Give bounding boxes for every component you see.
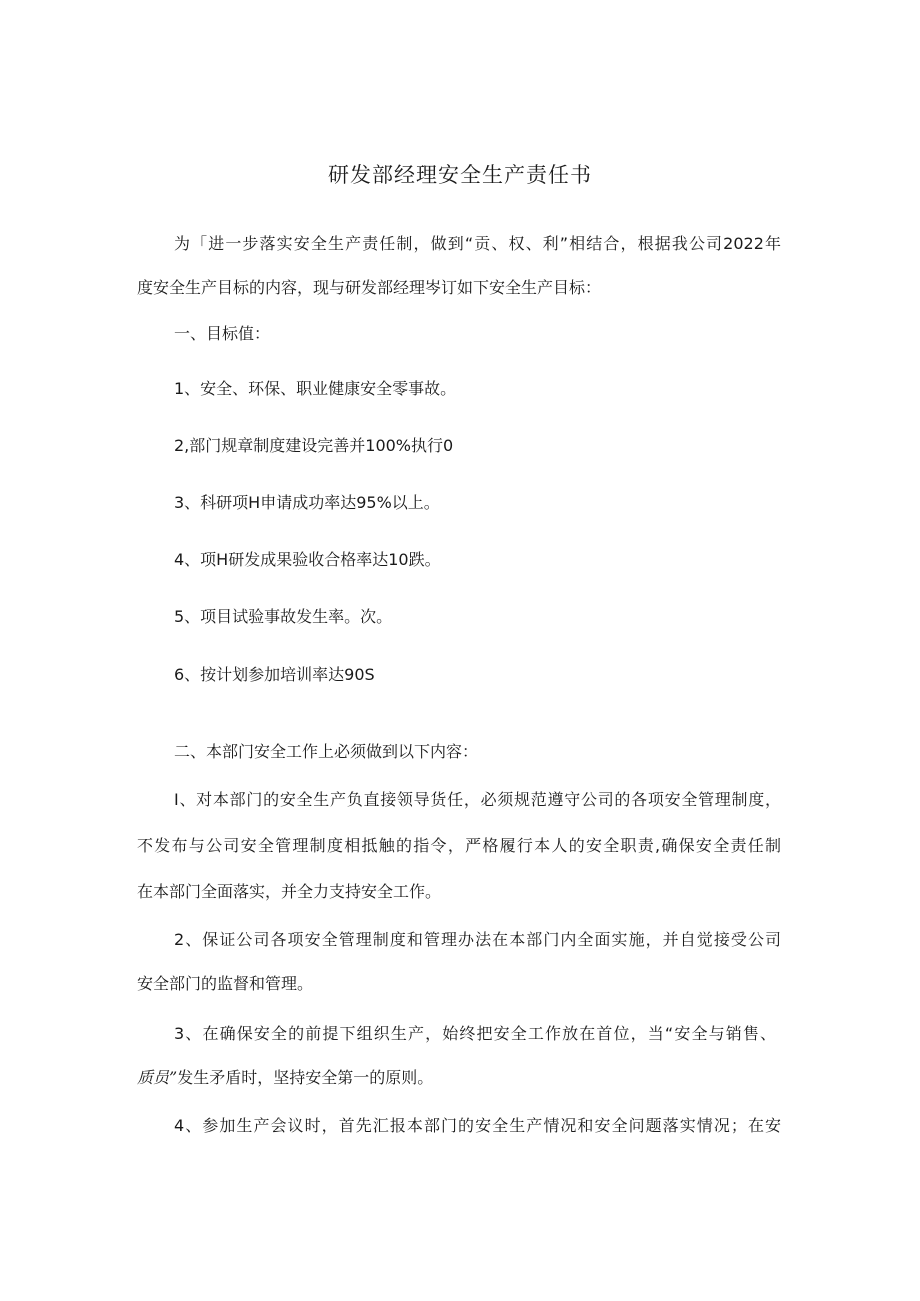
intro-line-1: 为「进一步落实安全生产责任制，做到“贡、权、利”相结合，根据我公司2022年 [174, 234, 781, 253]
duty-3-italic-quote: 质员” [137, 1068, 178, 1087]
duty-3-line-1: 3、在确保安全的前提下组织生产，始终把安全工作放在首位，当“安全与销售、 [174, 1024, 776, 1043]
target-item-3: 3、科研项H申请成功率达95%以上。 [174, 493, 440, 512]
target-item-4: 4、项H研发成果验收合格率达10跌。 [174, 550, 441, 569]
document-title: 研发部经理安全生产责任书 [328, 163, 592, 187]
duty-4-line-1: 4、参加生产会议时，首先汇报本部门的安全生产情况和安全问题落实情况；在安 [174, 1116, 781, 1135]
intro-line-2: 度安全生产目标的内容，现与研发部经理岑订如下安全生产目标： [137, 278, 602, 297]
duty-2-line-1: 2、保证公司各项安全管理制度和管理办法在本部门内全面实施，并自觉接受公司 [174, 930, 781, 949]
target-item-6: 6、按计划参加培训率达90S [174, 665, 375, 684]
target-item-1: 1、安全、环保、职业健康安全零事故。 [174, 379, 457, 398]
duty-1-line-1: I、对本部门的安全生产负直接领导货任，必须规范遵守公司的各项安全管理制度， [174, 790, 781, 809]
section1-heading: 一、目标值： [174, 324, 271, 343]
target-item-5: 5、项目试验事故发生率。次。 [174, 607, 393, 626]
duty-1-line-3: 在本部门全面落实，并全力支持安全工作。 [137, 882, 442, 901]
section2-heading: 二、本部门安全工作上必须做到以下内容： [174, 742, 479, 761]
duty-2-line-2: 安全部门的监督和管理。 [137, 974, 314, 993]
duty-3-line-2-rest: 发生矛盾时，坚持安全第一的原则。 [177, 1068, 434, 1087]
target-item-2: 2,部门规章制度建设完善并100%执行0 [174, 436, 454, 455]
duty-1-line-2: 不发布与公司安全管理制度相抵触的指令，严格履行本人的安全职责,确保安全责任制 [137, 836, 781, 855]
duty-3-line-2 [137, 1066, 433, 1090]
